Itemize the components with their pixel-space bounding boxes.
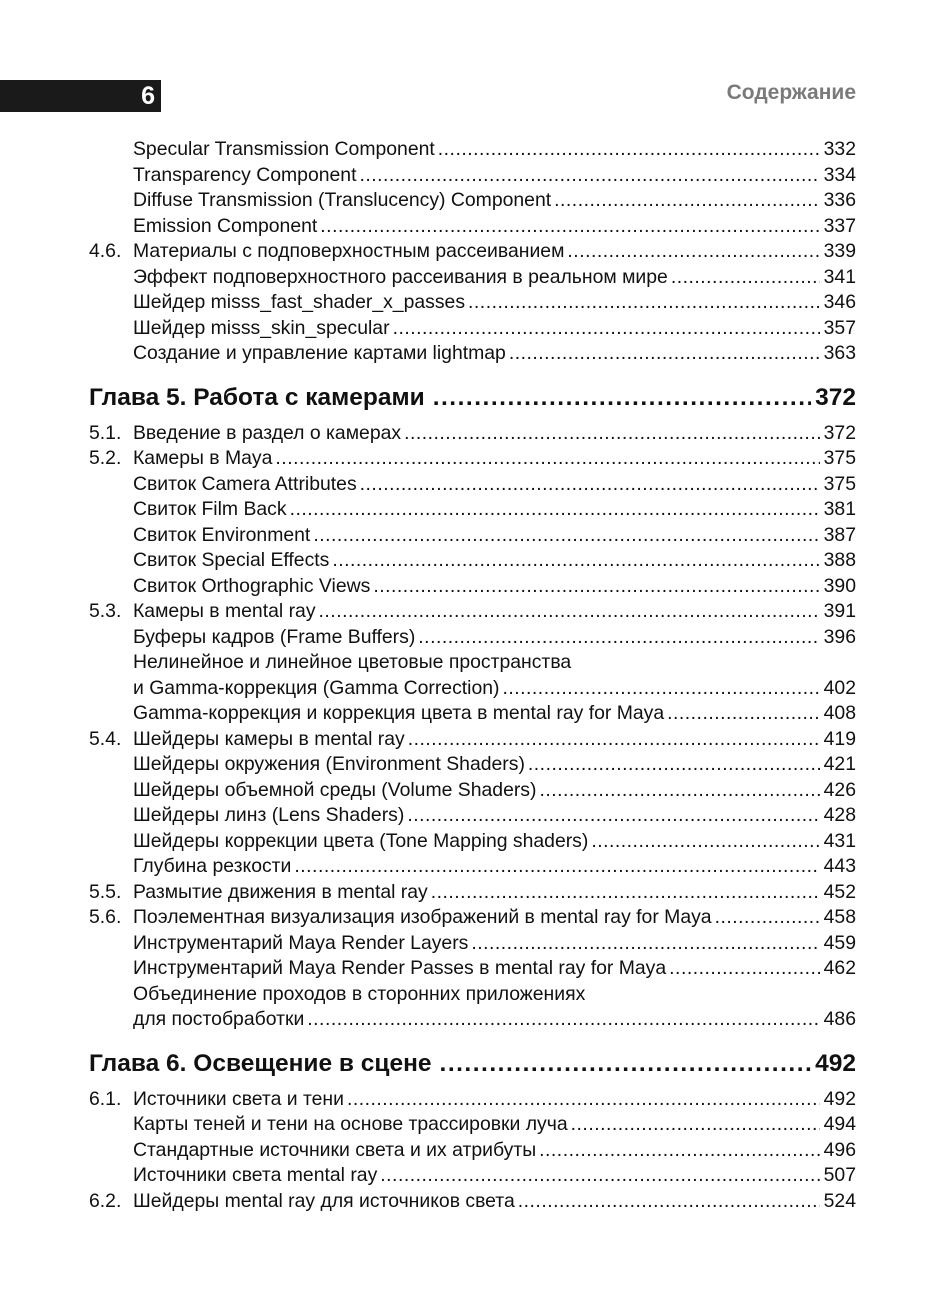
toc-entry-number: 5.1. xyxy=(89,421,122,444)
toc-entry xyxy=(89,1189,856,1215)
leader-dots xyxy=(667,701,820,727)
toc-entry-title: Transparency Component xyxy=(133,163,357,186)
toc-entry xyxy=(89,599,856,625)
leader-dots xyxy=(275,446,819,472)
toc-entry-page: 387 xyxy=(823,523,856,546)
toc-entry-title: Источники света mental ray xyxy=(133,1164,378,1186)
leader-dots xyxy=(528,752,820,778)
leader-dots xyxy=(539,778,819,804)
toc-entry xyxy=(89,1112,856,1138)
toc-entry-title: Шейдер misss_fast_shader_x_passes xyxy=(133,291,466,313)
toc-entry-title: Свиток Camera Attributes xyxy=(133,472,357,495)
toc-entry-wrapped-line2 xyxy=(89,676,856,702)
toc-entry-title: для постобработки xyxy=(133,1008,305,1030)
toc-entry xyxy=(89,421,856,447)
toc-entry-title: Объединение проходов в сторонних приложениях xyxy=(133,982,586,1005)
leader-dots xyxy=(320,214,819,240)
toc-entry xyxy=(89,625,856,651)
toc-entry-page: 391 xyxy=(823,600,856,622)
toc-entry-title: Инструментарий Maya Render Passes в mental ray for Maya xyxy=(133,957,667,979)
toc-entry xyxy=(89,778,856,804)
page-number: 6 xyxy=(141,82,155,110)
toc-entry-page: 486 xyxy=(823,1008,856,1030)
toc-entry-page: 421 xyxy=(823,753,856,775)
toc-entry-page: 419 xyxy=(823,727,856,750)
toc-entry-title: Глубина резкости xyxy=(133,855,292,877)
toc-entry-title: Поэлементная визуализация изображений в mental ray for Maya xyxy=(133,906,712,928)
toc-entry xyxy=(89,137,856,163)
toc-entry-title: Свиток Special Effects xyxy=(133,549,330,571)
leader-dots xyxy=(669,956,819,982)
toc-entry-title: Карты теней и тени на основе трассировки луча xyxy=(133,1113,568,1135)
toc-entry xyxy=(89,341,856,367)
toc-entry-page: 492 xyxy=(823,1087,856,1110)
leader-dots xyxy=(290,497,820,523)
toc-entry-page: 375 xyxy=(823,472,856,495)
toc-entry-page: 357 xyxy=(823,316,856,339)
toc-entry-title: Diffuse Transmission (Translucency) Component xyxy=(133,189,552,211)
toc-entry-page: 494 xyxy=(823,1113,856,1135)
toc-entry-page: 337 xyxy=(823,214,856,237)
toc-entry xyxy=(89,446,856,472)
leader-dots xyxy=(373,574,819,600)
toc-entry-title: Камеры в Maya xyxy=(133,447,273,469)
toc-entry-title: Gamma-коррекция и коррекция цвета в mental ray for Maya xyxy=(133,702,665,724)
toc-entry-title: Шейдеры окружения (Environment Shaders) xyxy=(133,753,525,775)
leader-dots xyxy=(313,523,819,549)
toc-entry-wrapped-line1 xyxy=(89,982,856,1008)
toc-entry-page: 390 xyxy=(823,574,856,597)
toc-entry-page: 408 xyxy=(823,702,856,724)
toc-entry-page: 381 xyxy=(823,498,856,520)
toc-entry-title: Стандартные источники света и их атрибуты xyxy=(133,1138,537,1161)
toc-entry xyxy=(89,956,856,982)
toc-entry-page: 458 xyxy=(823,906,856,928)
leader-dots xyxy=(360,472,820,498)
toc-entry-title: и Gamma-коррекция (Gamma Correction) xyxy=(133,676,500,699)
leader-dots xyxy=(319,599,820,625)
toc-entry-page: 363 xyxy=(823,342,856,364)
toc-entry-title: Буферы кадров (Frame Buffers) xyxy=(133,625,416,648)
toc-entry-number: 5.6. xyxy=(89,906,122,928)
toc-entry-page: 507 xyxy=(823,1164,856,1186)
chapter-title: Глава 5. Работа с камерами xyxy=(89,383,425,411)
toc-entry-title: Шейдеры mental ray для источников света xyxy=(133,1189,515,1212)
toc-entry-title: Шейдеры коррекции цвета (Tone Mapping shaders) xyxy=(133,829,589,852)
toc-entry-title: Свиток Orthographic Views xyxy=(133,574,371,597)
toc-entry-title: Emission Component xyxy=(133,214,318,237)
leader-dots xyxy=(571,1112,820,1138)
leader-dots xyxy=(418,625,819,651)
leader-dots xyxy=(294,854,819,880)
toc-entry xyxy=(89,265,856,291)
toc-entry xyxy=(89,548,856,574)
leader-dots xyxy=(431,880,820,906)
toc-entry-page: 346 xyxy=(823,291,856,313)
toc-entry-wrapped-line1 xyxy=(89,650,856,676)
toc-entry-title: Инструментарий Maya Render Layers xyxy=(133,931,469,954)
toc-entry xyxy=(89,290,856,316)
toc-entry xyxy=(89,1087,856,1113)
toc-entry-page: 396 xyxy=(823,625,856,648)
toc-entry-title: Шейдер misss_skin_specular xyxy=(133,316,390,339)
toc-entry xyxy=(89,163,856,189)
toc-entry xyxy=(89,803,856,829)
chapter-page: 372 xyxy=(815,383,856,411)
toc-entry-number: 5.5. xyxy=(89,880,122,903)
toc-entry xyxy=(89,1163,856,1189)
toc-entry-wrapped-line2 xyxy=(89,1007,856,1033)
toc-entry-page: 452 xyxy=(823,880,856,903)
leader-dots xyxy=(407,803,819,829)
leader-dots xyxy=(332,548,819,574)
toc-entry-title: Создание и управление картами lightmap xyxy=(133,342,506,364)
toc-entry-page: 339 xyxy=(823,240,856,262)
toc-entry xyxy=(89,829,856,855)
toc-entry xyxy=(89,316,856,342)
toc-entry-page: 431 xyxy=(823,829,856,852)
toc-entry-title: Эффект подповерхностного рассеивания в реальном мире xyxy=(133,265,668,288)
toc-entry-page: 462 xyxy=(823,957,856,979)
toc-entry-title: Материалы с подповерхностным рассеиванием xyxy=(133,240,565,262)
leader-dots xyxy=(347,1087,820,1113)
leader-dots xyxy=(715,905,820,931)
toc-entry xyxy=(89,472,856,498)
toc-entry-number: 4.6. xyxy=(89,240,122,262)
chapter-title: Глава 6. Освещение в сцене xyxy=(89,1049,432,1077)
toc-entry-number: 6.2. xyxy=(89,1189,122,1212)
toc-entry xyxy=(89,752,856,778)
leader-dots xyxy=(671,265,820,291)
toc-entry-page: 524 xyxy=(823,1189,856,1212)
toc-entry-title: Свиток Environment xyxy=(133,523,311,546)
toc-entry-title: Шейдеры камеры в mental ray xyxy=(133,727,405,750)
leader-dots xyxy=(408,727,820,753)
page-number-bar xyxy=(0,80,161,112)
toc-entry-title: Размытие движения в mental ray xyxy=(133,880,428,903)
leader-dots xyxy=(359,163,819,189)
toc-entry-title: Specular Transmission Component xyxy=(133,138,435,160)
toc-entry-page: 496 xyxy=(823,1138,856,1161)
toc-entry xyxy=(89,727,856,753)
toc-entry xyxy=(89,931,856,957)
leader-dots xyxy=(404,421,820,447)
toc-entry xyxy=(89,497,856,523)
toc-entry xyxy=(89,854,856,880)
toc-entry-page: 332 xyxy=(823,138,856,160)
toc-entry xyxy=(89,574,856,600)
toc-entry xyxy=(89,880,856,906)
toc-entry-title: Свиток Film Back xyxy=(133,498,287,520)
toc-entry-title: Нелинейное и линейное цветовые пространства xyxy=(133,651,572,673)
leader-dots xyxy=(307,1007,819,1033)
toc-entry-title: Введение в раздел о камерах xyxy=(133,421,402,444)
toc-entry-number: 6.1. xyxy=(89,1087,122,1110)
toc-entry xyxy=(89,701,856,727)
leader-dots xyxy=(440,1049,812,1079)
toc-entry xyxy=(89,905,856,931)
toc-entry-page: 341 xyxy=(823,265,856,288)
toc-entry-title: Источники света и тени xyxy=(133,1087,344,1110)
leader-dots xyxy=(518,1189,820,1215)
toc-entry-page: 375 xyxy=(823,447,856,469)
leader-dots xyxy=(567,239,819,265)
toc-entry xyxy=(89,188,856,214)
table-of-contents xyxy=(89,137,856,1214)
toc-entry-page: 334 xyxy=(823,163,856,186)
toc-entry-page: 402 xyxy=(823,676,856,699)
toc-entry-page: 372 xyxy=(823,421,856,444)
leader-dots xyxy=(380,1163,819,1189)
leader-dots xyxy=(471,931,819,957)
toc-entry-title: Шейдеры линз (Lens Shaders) xyxy=(133,804,405,826)
toc-entry xyxy=(89,1138,856,1164)
toc-entry-page: 443 xyxy=(823,855,856,877)
leader-dots xyxy=(591,829,819,855)
toc-entry-number: 5.2. xyxy=(89,447,122,469)
running-head: Содержание xyxy=(726,81,856,104)
toc-entry-page: 388 xyxy=(823,549,856,571)
toc-entry xyxy=(89,214,856,240)
toc-entry-page: 426 xyxy=(823,778,856,801)
toc-entry-title: Шейдеры объемной среды (Volume Shaders) xyxy=(133,778,537,801)
leader-dots xyxy=(393,316,820,342)
chapter-heading xyxy=(89,383,856,413)
toc-entry-title: Камеры в mental ray xyxy=(133,600,316,622)
toc-entry-number: 5.4. xyxy=(89,727,122,750)
toc-entry-page: 459 xyxy=(823,931,856,954)
toc-entry-page: 336 xyxy=(823,189,856,211)
leader-dots xyxy=(539,1138,820,1164)
toc-entry-page: 428 xyxy=(823,804,856,826)
leader-dots xyxy=(438,137,820,163)
leader-dots xyxy=(509,341,820,367)
toc-entry-number: 5.3. xyxy=(89,600,122,622)
leader-dots xyxy=(433,383,811,413)
leader-dots xyxy=(502,676,819,702)
leader-dots xyxy=(554,188,820,214)
toc-entry xyxy=(89,239,856,265)
toc-entry xyxy=(89,523,856,549)
chapter-heading xyxy=(89,1049,856,1079)
chapter-page: 492 xyxy=(815,1049,856,1077)
leader-dots xyxy=(468,290,820,316)
